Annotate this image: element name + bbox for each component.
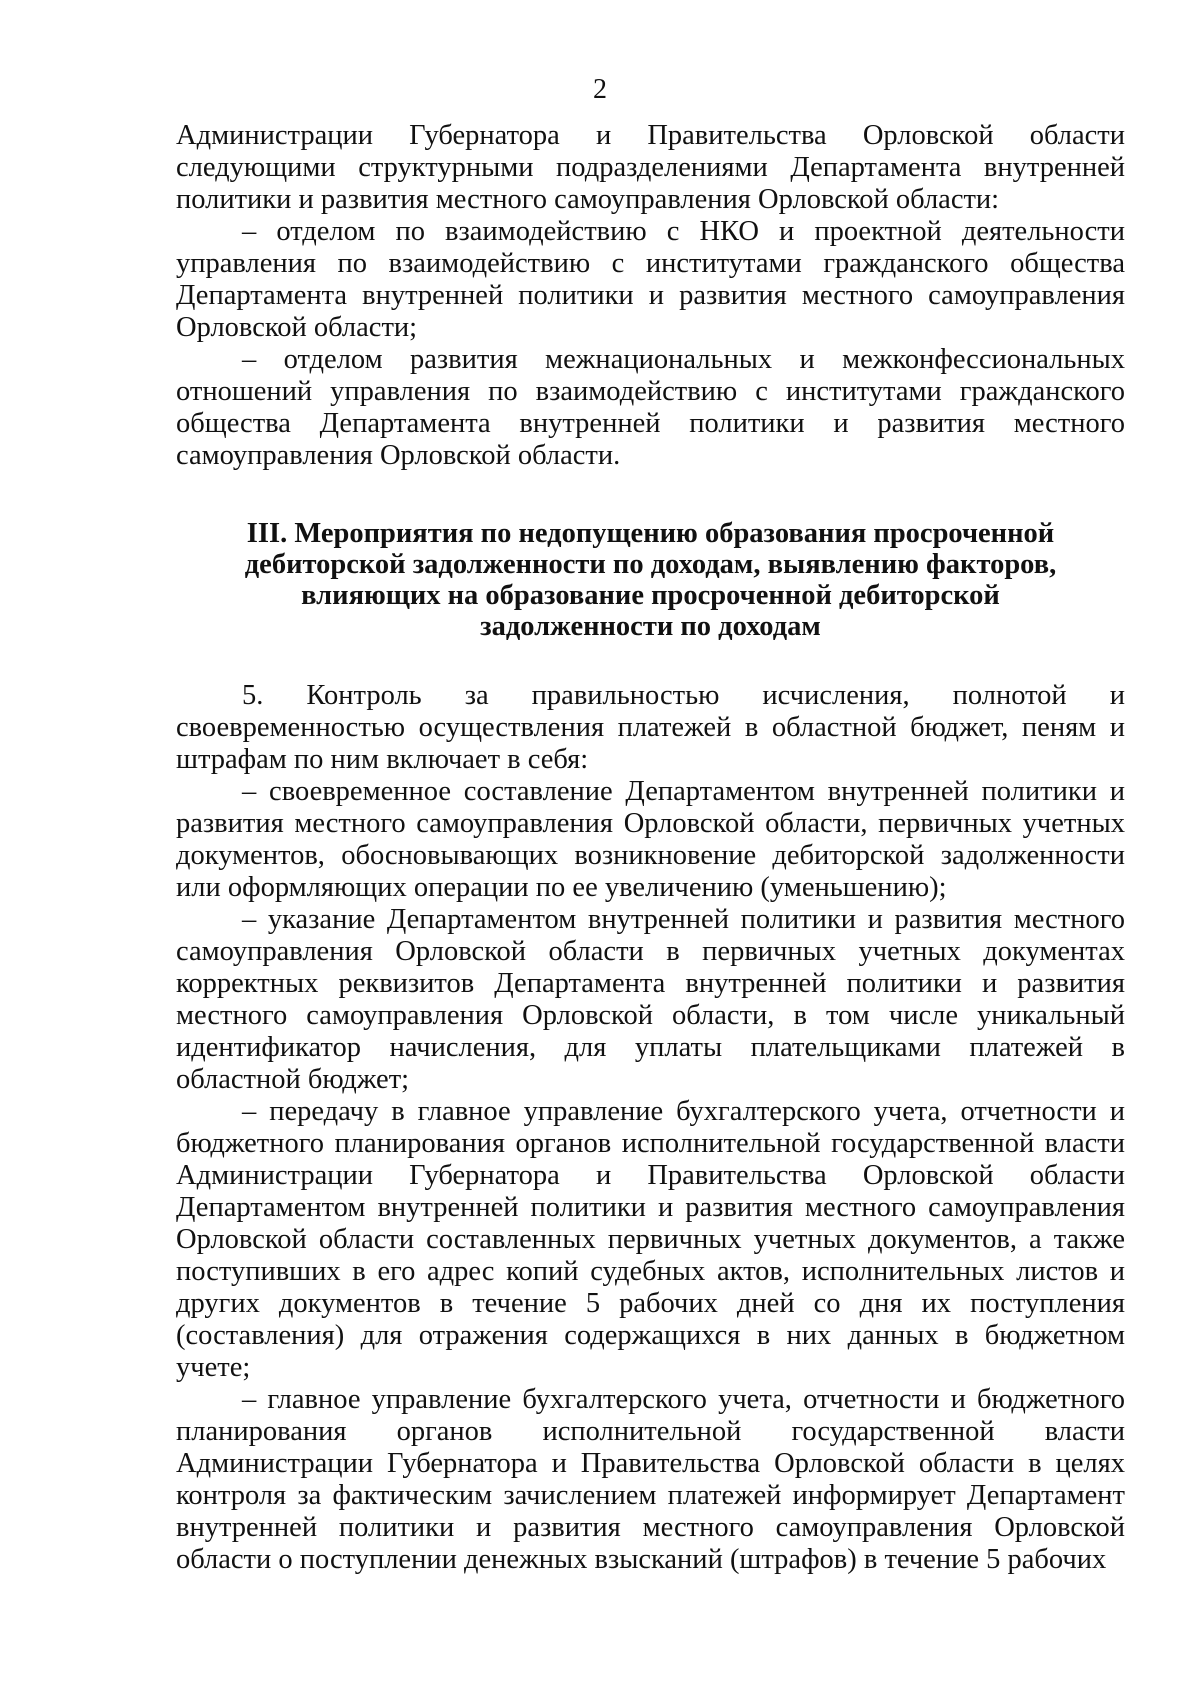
section-heading-line: задолженности по доходам (480, 611, 821, 642)
section-list-item: – передачу в главное управление бухгалтерского учета, отчетности и бюджетного планирования органов исполнительной государственной власти Администрации Губернатора и Правительства Орловской области Департаментом внутренней политики и развития местного самоуправления Орловской области составленных первичных учетных документов, а также поступивших в его адрес копий судебных актов, исполнительных листов и других документов в течение 5 рабочих дней со дня их поступления (составления) для отражения содержащихся в них данных в бюджетном учете; (176, 1096, 1125, 1383)
intro-list-item: – отделом развития межнациональных и межконфессиональных отношений управления по взаимодействию с институтами гражданского общества Департамента внутренней политики и развития местного самоуправления Орловской области. (176, 344, 1125, 471)
section-paragraph: 5. Контроль за правильностью исчисления, полнотой и своевременностью осуществления платежей в областной бюджет, пеням и штрафам по ним включает в себя: (176, 680, 1125, 775)
section-heading-line: дебиторской задолженности по доходам, выявлению факторов, (244, 549, 1057, 580)
section-heading (176, 518, 1125, 642)
section-list-item: – своевременное составление Департаментом внутренней политики и развития местного самоуправления Орловской области, первичных учетных документов, обосновывающих возникновение дебиторской задолженности или оформляющих операции по ее увеличению (уменьшению); (176, 776, 1125, 903)
intro-paragraph: Администрации Губернатора и Правительства Орловской области следующими структурными подразделениями Департамента внутренней политики и развития местного самоуправления Орловской области: (176, 120, 1125, 215)
section-heading-line: влияющих на образование просроченной дебиторской (301, 580, 1000, 611)
intro-list-item: – отделом по взаимодействию с НКО и проектной деятельности управления по взаимодействию с институтами гражданского общества Департамента внутренней политики и развития местного самоуправления Орловской области; (176, 216, 1125, 343)
intro-text (176, 120, 1125, 472)
section-text (176, 680, 1125, 1576)
page-number: 2 (593, 74, 607, 105)
section-list-item: – указание Департаментом внутренней политики и развития местного самоуправления Орловской области в первичных учетных документах корректных реквизитов Департамента внутренней политики и развития местного самоуправления Орловской области, в том числе уникальный идентификатор начисления, для уплаты плательщиками платежей в областной бюджет; (176, 904, 1125, 1095)
section-list-item: – главное управление бухгалтерского учета, отчетности и бюджетного планирования органов исполнительной государственной власти Администрации Губернатора и Правительства Орловской области в целях контроля за фактическим зачислением платежей информирует Департамент внутренней политики и развития местного самоуправления Орловской области о поступлении денежных взысканий (штрафов) в течение 5 рабочих (176, 1384, 1125, 1575)
section-heading-line: III. Мероприятия по недопущению образования просроченной (246, 518, 1055, 549)
